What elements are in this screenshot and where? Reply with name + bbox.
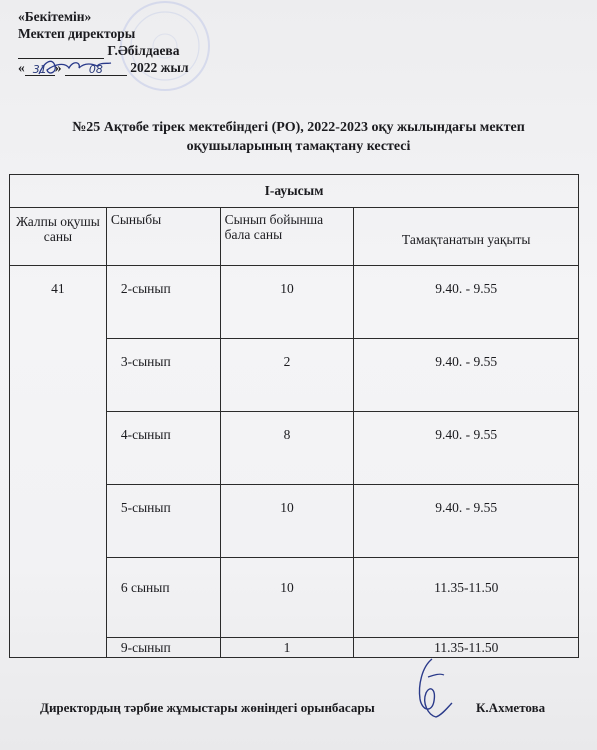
row-time: 11.35-11.50: [354, 638, 579, 658]
row-class: 3-сынып: [106, 339, 220, 412]
row-class: 9-сынып: [106, 638, 220, 658]
date-day: 31: [25, 61, 55, 76]
date-year: 2022 жыл: [130, 60, 189, 75]
meal-schedule-table: [9, 174, 579, 658]
header-class: Сыныбы: [106, 208, 220, 266]
row-class: 5-сынып: [106, 485, 220, 558]
shift-row: [10, 175, 579, 208]
row-time: 9.40. - 9.55: [354, 485, 579, 558]
header-total: Жалпы оқушы саны: [10, 208, 107, 266]
title-line-1: №25 Ақтөбе тірек мектебіндегі (РО), 2022-2023 оқу жылындағы мектеп: [72, 120, 525, 135]
header-time: Тамақтанатын уақыты: [354, 208, 579, 266]
approved-label: «Бекітемін»: [18, 9, 92, 24]
director-position: Мектеп директоры: [18, 26, 136, 41]
header-count: Сынып бойынша бала саны: [220, 208, 354, 266]
page-title: [40, 118, 557, 156]
row-class: 2-сынып: [106, 266, 220, 339]
shift-label: І-ауысым: [10, 175, 579, 208]
date-month: 08: [65, 61, 127, 76]
row-class: 6 сынып: [106, 558, 220, 638]
deputy-signature-icon: [402, 655, 458, 721]
table-header: [10, 208, 579, 266]
row-count: 2: [220, 339, 354, 412]
row-time: 9.40. - 9.55: [354, 266, 579, 339]
deputy-name: К.Ахметова: [476, 700, 546, 715]
row-count: 10: [220, 485, 354, 558]
row-count: 8: [220, 412, 354, 485]
row-class: 4-сынып: [106, 412, 220, 485]
total-students: 41: [10, 266, 107, 658]
deputy-position: Директордың тәрбие жұмыстары жөніндегі орынбасары: [40, 700, 375, 715]
row-count: 1: [220, 638, 354, 658]
table-row: [10, 266, 579, 339]
row-count: 10: [220, 266, 354, 339]
title-line-2: оқушыларының тамақтану кестесі: [186, 139, 411, 154]
director-name: Г.Әбілдаева: [107, 43, 180, 58]
row-time: 9.40. - 9.55: [354, 339, 579, 412]
row-time: 11.35-11.50: [354, 558, 579, 638]
approval-date: « 31 » 08 2022 жыл: [18, 60, 189, 76]
row-count: 10: [220, 558, 354, 638]
director-signature-icon: [35, 54, 115, 80]
row-time: 9.40. - 9.55: [354, 412, 579, 485]
